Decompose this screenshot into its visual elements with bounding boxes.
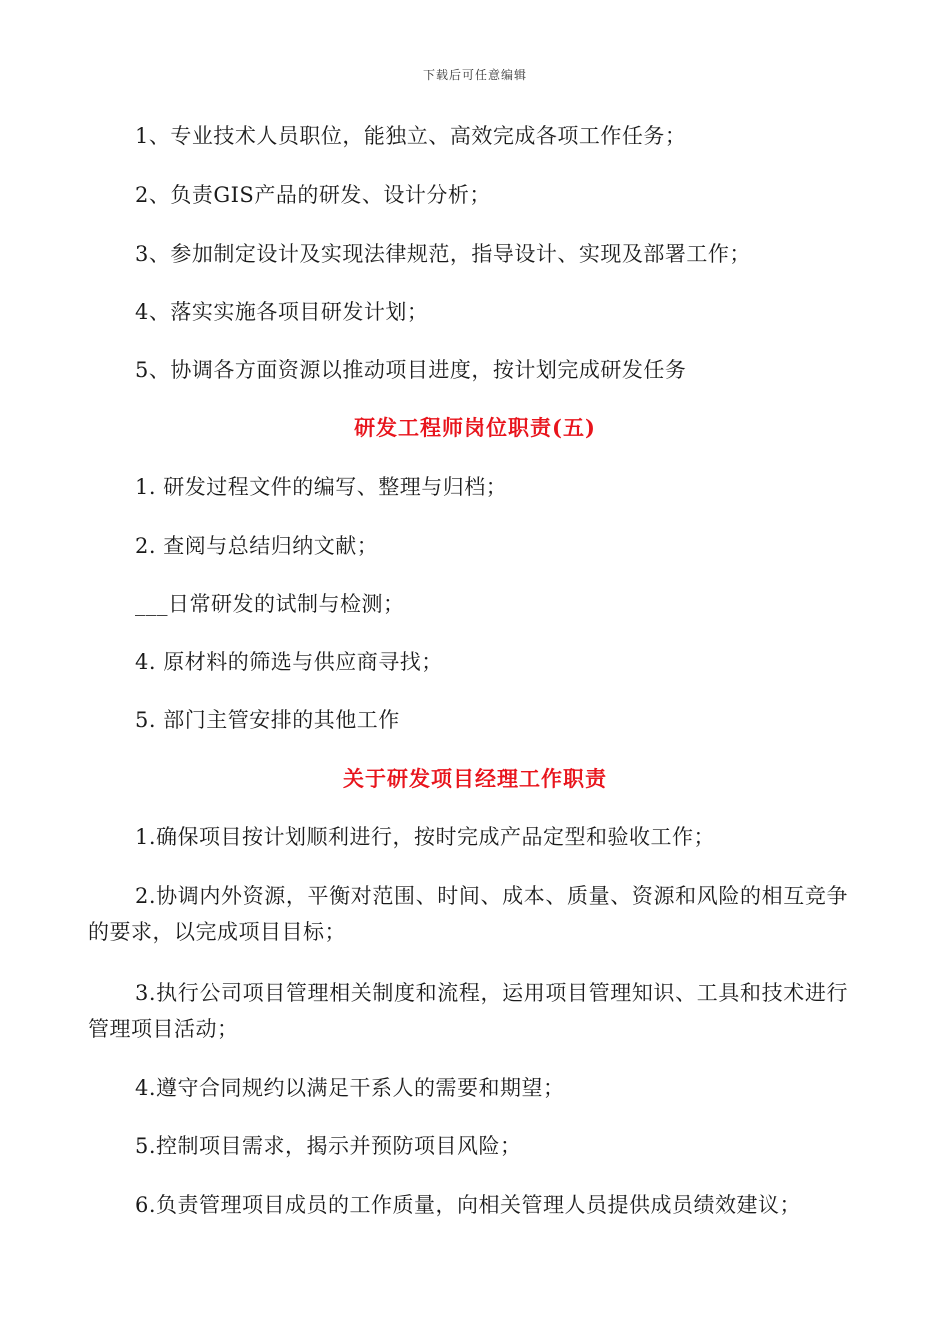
list-item: ___日常研发的试制与检测； bbox=[135, 592, 405, 616]
list-item: 2.协调内外资源，平衡对范围、时间、成本、质量、资源和风险的相互竞争的要求，以完成项目目标； bbox=[88, 884, 848, 944]
section-heading: 关于研发项目经理工作职责 bbox=[343, 766, 607, 791]
list-item: 3.执行公司项目管理相关制度和流程，运用项目管理知识、工具和技术进行管理项目活动； bbox=[88, 981, 848, 1041]
list-item: 4、落实实施各项目研发计划； bbox=[135, 300, 429, 324]
header-note: 下载后可任意编辑 bbox=[422, 68, 527, 82]
list-item: 5、协调各方面资源以推动项目进度，按计划完成研发任务 bbox=[135, 358, 687, 382]
list-item: 2、负责GIS产品的研发、设计分析； bbox=[135, 183, 491, 207]
list-item: 1、专业技术人员职位，能独立、高效完成各项工作任务； bbox=[135, 124, 687, 148]
list-item: 1. 研发过程文件的编写、整理与归档； bbox=[135, 475, 508, 499]
list-item: 5.控制项目需求，揭示并预防项目风险； bbox=[135, 1134, 522, 1158]
section-heading: 研发工程师岗位职责(五) bbox=[354, 415, 596, 440]
list-item: 4. 原材料的筛选与供应商寻找； bbox=[135, 650, 443, 674]
list-item: 2. 查阅与总结归纳文献； bbox=[135, 534, 379, 558]
list-item: 5. 部门主管安排的其他工作 bbox=[135, 708, 400, 732]
list-item: 4.遵守合同规约以满足干系人的需要和期望； bbox=[135, 1076, 565, 1100]
list-item: 1.确保项目按计划顺利进行，按时完成产品定型和验收工作； bbox=[135, 825, 716, 849]
list-item: 6.负责管理项目成员的工作质量，向相关管理人员提供成员绩效建议； bbox=[135, 1193, 802, 1217]
list-item: 3、参加制定设计及实现法律规范，指导设计、实现及部署工作； bbox=[135, 242, 751, 266]
